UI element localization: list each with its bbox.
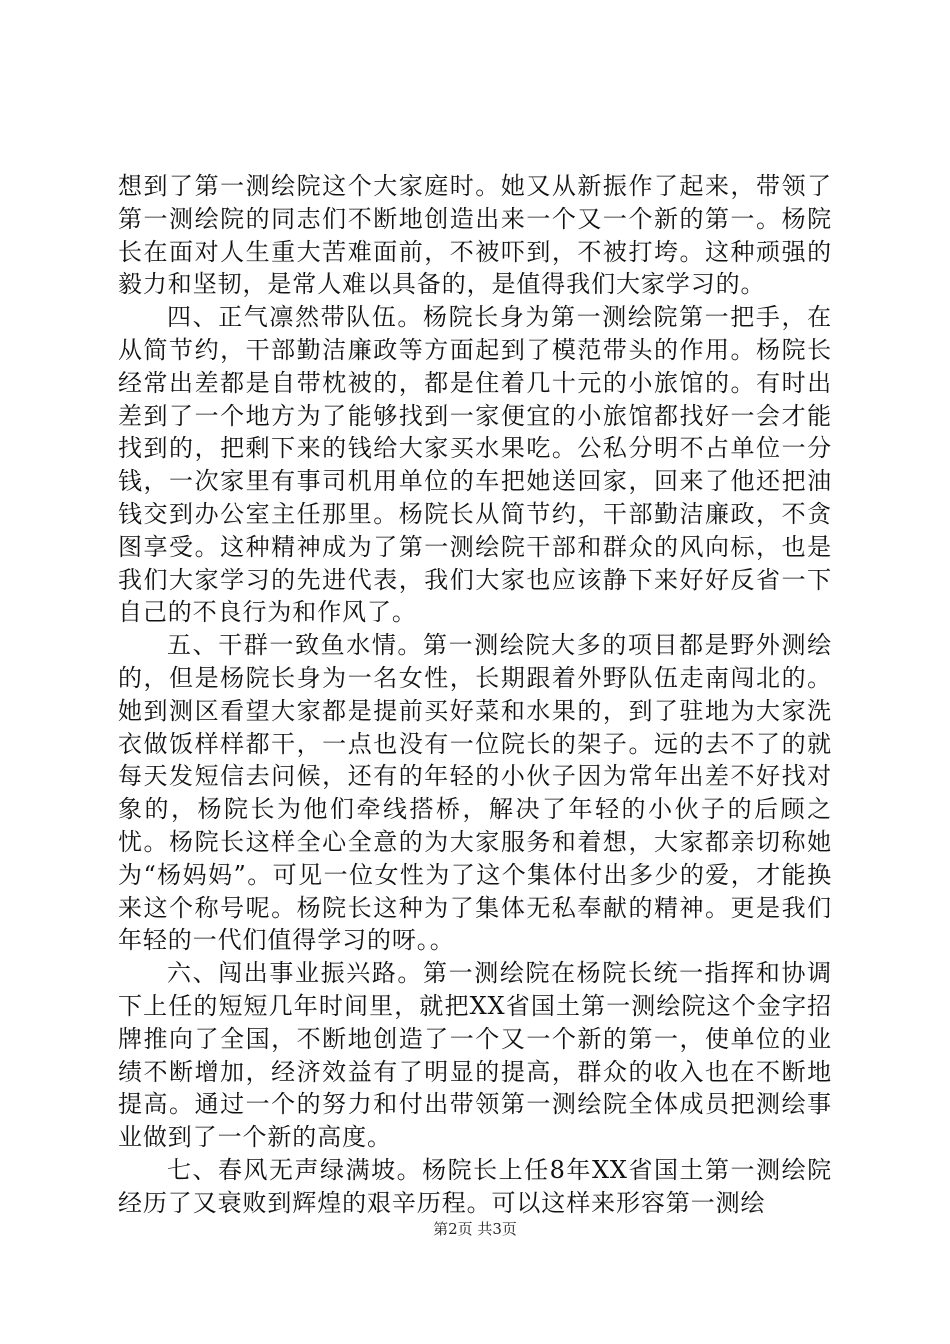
paragraph-continuation: 想到了第一测绘院这个大家庭时。她又从新振作了起来，带领了第一测绘院的同志们不断地创造出来一个又一个新的第一。杨院长在面对人生重大苦难面前，不被吓到，不被打垮。这种顽强的毅力和坚韧，是常人难以具备的，是值得我们大家学习的。 bbox=[118, 172, 832, 299]
page-footer bbox=[0, 1218, 950, 1239]
paragraph-section-7: 七、春风无声绿满坡。杨院长上任8年XX省国土第一测绘院经历了又衰败到辉煌的艰辛历程。可以这样来形容第一测绘 bbox=[118, 1155, 832, 1217]
document-body bbox=[118, 170, 832, 1220]
paragraph-section-4: 四、正气凛然带队伍。杨院长身为第一测绘院第一把手，在从简节约，干部勤洁廉政等方面起到了模范带头的作用。杨院长经常出差都是自带枕被的，都是住着几十元的小旅馆的。有时出差到了一个地方为了能够找到一家便宜的小旅馆都找好一会才能找到的，把剩下来的钱给大家买水果吃。公私分明不占单位一分钱，一次家里有事司机用单位的车把她送回家，回来了他还把油钱交到办公室主任那里。杨院长从简节约，干部勤洁廉政，不贪图享受。这种精神成为了第一测绘院干部和群众的风向标，也是我们大家学习的先进代表，我们大家也应该静下来好好反省一下自己的不良行为和作风了。 bbox=[118, 303, 832, 627]
paragraph-section-5: 五、干群一致鱼水情。第一测绘院大多的项目都是野外测绘的，但是杨院长身为一名女性，长期跟着外野队伍走南闯北的。她到测区看望大家都是提前买好菜和水果的，到了驻地为大家洗衣做饭样样都干，一点也没有一位院长的架子。远的去不了的就每天发短信去问候，还有的年轻的小伙子因为常年出差不好找对象的，杨院长为他们牵线搭桥，解决了年轻的小伙子的后顾之忧。杨院长这样全心全意的为大家服务和着想，大家都亲切称她为“杨妈妈”。可见一位女性为了这个集体付出多少的爱，才能换来这个称号呢。杨院长这种为了集体无私奉献的精神。更是我们年轻的一代们值得学习的呀。。 bbox=[118, 631, 832, 955]
paragraph-section-6: 六、闯出事业振兴路。第一测绘院在杨院长统一指挥和协调下上任的短短几年时间里，就把XX省国土第一测绘院这个金字招牌推向了全国，不断地创造了一个又一个新的第一，使单位的业绩不断增加，经济效益有了明显的提高，群众的收入也在不断地提高。通过一个的努力和付出带领第一测绘院全体成员把测绘事业做到了一个新的高度。 bbox=[118, 959, 832, 1152]
page-number: 第2页 共3页 bbox=[433, 1220, 517, 1238]
